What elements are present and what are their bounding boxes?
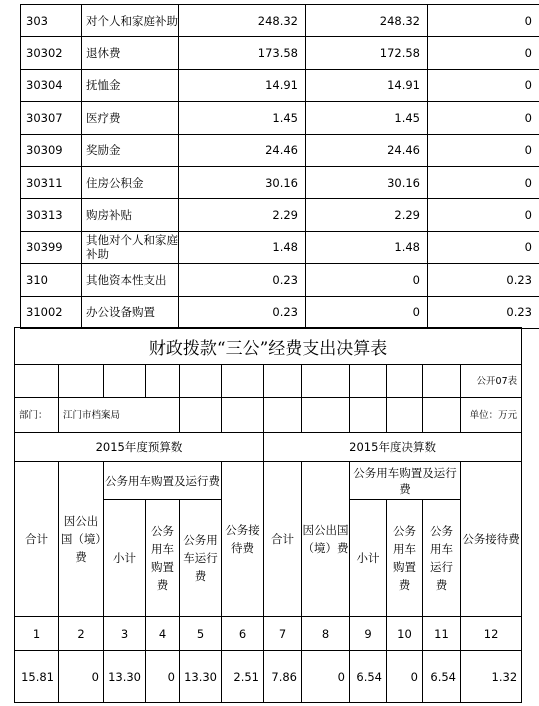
value-cell: 15.81 [15,651,59,703]
basic-expense: 0 [306,264,428,296]
basic-expense: 1.48 [306,231,428,263]
column-number: 6 [222,617,264,651]
item-code: 30399 [21,231,82,263]
item-code: 31002 [21,296,82,328]
project-expense: 0.23 [428,296,539,328]
value-cell: 7.86 [264,651,302,703]
budget-amount: 173.58 [179,37,306,69]
header-operation: 公务用车运行费 [423,500,461,617]
item-code: 30309 [21,134,82,166]
project-expense: 0 [428,37,539,69]
value-cell: 6.54 [423,651,461,703]
header-subtotal: 小计 [350,500,387,617]
unit-label: 单位：万元 [461,398,522,433]
header-abroad: 因公出国（境）费 [302,462,350,617]
project-expense: 0 [428,5,539,37]
column-number: 8 [302,617,350,651]
header-total: 合计 [15,462,59,617]
budget-group-header: 2015年度预算数 [15,433,264,462]
item-code: 303 [21,5,82,37]
item-name: 抚恤金 [82,69,179,101]
item-name: 其他资本性支出 [82,264,179,296]
item-code: 310 [21,264,82,296]
table-row [21,166,539,198]
column-number: 11 [423,617,461,651]
item-code: 30304 [21,69,82,101]
item-name: 对个人和家庭补助 [82,5,179,37]
column-number: 4 [146,617,180,651]
budget-amount: 248.32 [179,5,306,37]
column-number: 3 [104,617,146,651]
column-number: 2 [59,617,104,651]
expenditure-detail-table [20,4,539,329]
value-cell: 0 [302,651,350,703]
table-title: 财政拨款“三公”经费支出决算表 [15,328,522,365]
header-abroad: 因公出国（境）费 [59,462,104,617]
dept-label: 部门： [15,398,59,433]
budget-amount: 0.23 [179,296,306,328]
item-name: 退休费 [82,37,179,69]
table-row [21,37,539,69]
budget-amount: 2.29 [179,199,306,231]
value-cell: 0 [387,651,423,703]
basic-expense: 1.45 [306,102,428,134]
item-name: 住房公积金 [82,166,179,198]
table-row [21,102,539,134]
table-row [21,134,539,166]
column-number: 7 [264,617,302,651]
header-vehicle-group: 公务用车购置及运行费 [350,462,461,500]
table-row [21,5,539,37]
table-row [21,296,539,328]
column-number: 5 [180,617,222,651]
basic-expense: 248.32 [306,5,428,37]
project-expense: 0 [428,231,539,263]
header-reception: 公务接待费 [222,462,264,617]
value-cell: 13.30 [180,651,222,703]
basic-expense: 2.29 [306,199,428,231]
header-purchase: 公务用车购置费 [146,500,180,617]
three-public-expense-table [14,327,522,703]
column-number: 1 [15,617,59,651]
project-expense: 0 [428,134,539,166]
budget-amount: 14.91 [179,69,306,101]
basic-expense: 14.91 [306,69,428,101]
header-vehicle-group: 公务用车购置及运行费 [104,462,222,500]
final-group-header: 2015年度决算数 [264,433,522,462]
basic-expense: 24.46 [306,134,428,166]
project-expense: 0 [428,102,539,134]
budget-amount: 24.46 [179,134,306,166]
item-name: 购房补贴 [82,199,179,231]
item-name: 办公设备购置 [82,296,179,328]
item-code: 30302 [21,37,82,69]
item-code: 30307 [21,102,82,134]
dept-name: 江门市档案局 [59,398,180,433]
header-purchase: 公务用车购置费 [387,500,423,617]
value-cell: 6.54 [350,651,387,703]
value-cell: 1.32 [461,651,522,703]
column-number: 10 [387,617,423,651]
value-cell: 2.51 [222,651,264,703]
budget-amount: 30.16 [179,166,306,198]
project-expense: 0.23 [428,264,539,296]
project-expense: 0 [428,69,539,101]
basic-expense: 0 [306,296,428,328]
item-name: 奖励金 [82,134,179,166]
item-code: 30311 [21,166,82,198]
header-operation: 公务用车运行费 [180,500,222,617]
table-row [21,231,539,263]
budget-amount: 1.48 [179,231,306,263]
column-number: 9 [350,617,387,651]
table-number: 公开07表 [461,365,522,398]
header-subtotal: 小计 [104,500,146,617]
budget-amount: 1.45 [179,102,306,134]
table-row [21,199,539,231]
basic-expense: 172.58 [306,37,428,69]
item-name: 其他对个人和家庭补助 [82,231,179,263]
header-total: 合计 [264,462,302,617]
header-reception: 公务接待费 [461,462,522,617]
project-expense: 0 [428,199,539,231]
project-expense: 0 [428,166,539,198]
item-code: 30313 [21,199,82,231]
table-row [21,264,539,296]
value-cell: 0 [146,651,180,703]
budget-amount: 0.23 [179,264,306,296]
value-cell: 0 [59,651,104,703]
value-cell: 13.30 [104,651,146,703]
table-row [21,69,539,101]
basic-expense: 30.16 [306,166,428,198]
item-name: 医疗费 [82,102,179,134]
column-number: 12 [461,617,522,651]
